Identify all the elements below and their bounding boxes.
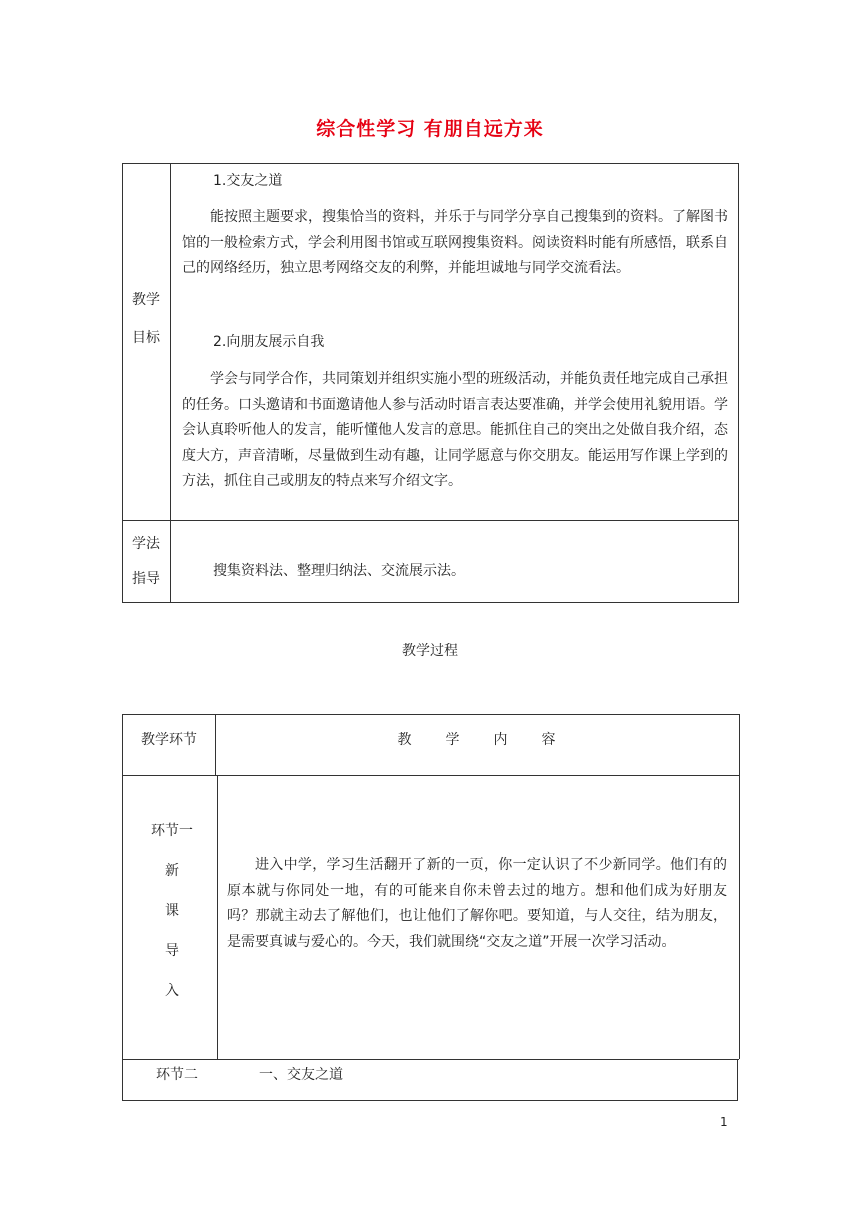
row1-label-char-2: 课 [165,903,179,919]
row1-label-top: 环节一 [151,823,193,839]
row1-label-char-4: 入 [165,983,179,999]
document-title: 综合性学习 有朋自远方来 [316,118,544,140]
process-heading: 教学过程 [402,643,458,659]
row1-label-char-3: 导 [165,943,179,959]
process-header-divider [122,775,739,776]
objective-2-heading: 2.向朋友展示自我 [213,334,325,350]
objective-2-text: 学会与同学合作，共同策划并组织实施小型的班级活动，并能负责任地完成自己承担的任务。口头邀请和书面邀请他人参与活动时语言表达要准确，并学会使用礼貌用语。学会认真聆听他人的发言，能听懂他人发言的意思。能抓住自己的突出之处做自我介绍，态度大方，声音清晰，尽量做到生动有趣，让同学愿意与你交朋友。能运用写作课上学到的方法，抓住自己或朋友的特点来写介绍文字。 [182,371,728,489]
method-label-line1: 学法 [132,536,160,552]
objective-1-heading: 1.交友之道 [213,173,283,189]
objectives-table-divider [170,163,171,603]
row1-content: 进入中学，学习生活翻开了新的一页，你一定认识了不少新同学。他们有的原本就与你同处一地，有的可能来自你未曾去过的地方。想和他们成为好朋友吗？那就主动去了解他们，也让他们了解你吧。要知道，与人交往，结为朋友，是需要真诚与爱心的。今天，我们就围绕“交友之道”开展一次学习活动。 [227,857,727,950]
method-label [122,533,170,588]
objective-1-text: 能按照主题要求，搜集恰当的资料，并乐于与同学分享自己搜集到的资料。了解图书馆的一般检索方式，学会利用图书馆或互联网搜集资料。阅读资料时能有所感悟，联系自己的网络经历，独立思考网络交友的利弊，并能坦诚地与同学交流看法。 [182,209,728,276]
process-table-left-border [122,714,123,1101]
process-table-bottom-border [122,1100,737,1101]
process-col2-header: 教 学 内 容 [397,732,558,748]
row1-label [128,820,216,1020]
process-table-right-border-lower [737,1059,738,1101]
process-column-divider-lower [217,775,218,1059]
row2-label: 环节二 [156,1067,198,1083]
row2-content: 一、交友之道 [259,1067,343,1083]
objectives-row-divider [122,520,739,521]
objectives-label-line1: 教学 [132,292,160,308]
objectives-label [122,289,170,347]
process-row1-divider [122,1059,739,1060]
row1-label-char-1: 新 [165,863,179,879]
page-number: 1 [720,1115,728,1129]
process-table-right-border [739,714,740,1059]
objectives-label-line2: 目标 [132,330,160,346]
method-text: 搜集资料法、整理归纳法、交流展示法。 [213,563,465,579]
process-col1-header: 教学环节 [141,732,197,748]
method-label-line2: 指导 [132,571,160,587]
